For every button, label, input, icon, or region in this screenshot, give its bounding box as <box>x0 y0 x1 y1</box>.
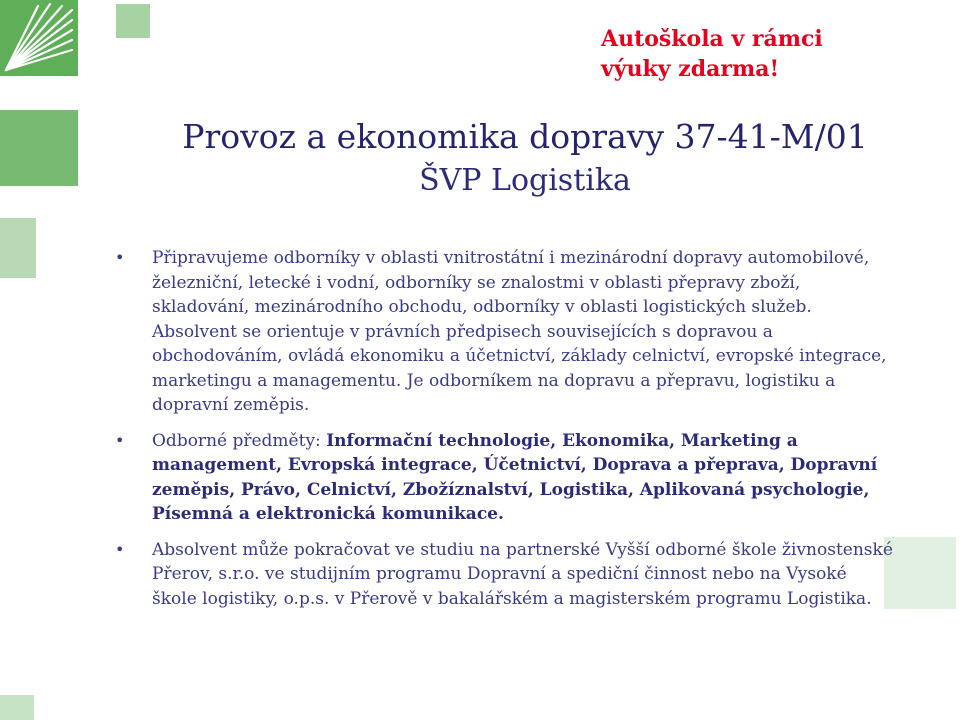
logo-rays-icon <box>0 0 78 76</box>
deco-square <box>0 110 78 186</box>
bullet-icon: • <box>115 539 125 559</box>
bullet-prefix: Odborné předměty: <box>152 430 327 451</box>
list-item <box>115 538 895 612</box>
bullet-text: Připravujeme odborníky v oblasti vnitrostátní i mezinárodní dopravy automobilové, železniční, letecké i vodní, odborníky se znalostmi v oblasti přepravy zboží, skladování, mezinárodního obchodu, odborníky v oblasti logistických služeb. Absolvent se orientuje v právních předpisech souvisejících s dopravou a obchodováním, ovládá ekonomiku a účetnictví, základy celnictví, evropské integrace, marketingu a managementu. Je odborníkem na dopravu a přepravu, logistiku a dopravní zeměpis. <box>152 248 887 415</box>
subjects-list: Informační technologie, Ekonomika, Marketing a management, Evropská integrace, Účetnictví, Doprava a přeprava, Dopravní zeměpis, Právo, Celnictví, Zbožíznalství, Logistika, Aplikovaná psychologie, Písemná a elektronická komunikace. <box>152 430 878 524</box>
deco-square <box>116 4 150 38</box>
deco-square <box>0 218 36 278</box>
promo-line-1: Autoškola v rámci <box>601 26 823 52</box>
content-list <box>115 246 895 611</box>
list-item <box>115 429 895 527</box>
deco-square <box>0 695 34 720</box>
bullet-icon: • <box>115 430 125 450</box>
page-subtitle: ŠVP Logistika <box>419 163 631 198</box>
bullet-icon: • <box>115 248 125 267</box>
school-logo <box>0 0 78 76</box>
list-item <box>115 246 895 418</box>
driving-school-promo <box>601 24 941 84</box>
page-title: Provoz a ekonomika dopravy 37-41-M/01 <box>182 117 868 156</box>
bullet-text: Absolvent může pokračovat ve studiu na partnerské Vyšší odborné škole živnostenské Přerov, s.r.o. ve studijním programu Dopravní a spediční činnost nebo na Vysoké škole logistiky, o.p.s. v Přerově v bakalářském a magisterském programu Logistika. <box>152 539 893 609</box>
promo-line-2: výuky zdarma! <box>601 56 780 82</box>
